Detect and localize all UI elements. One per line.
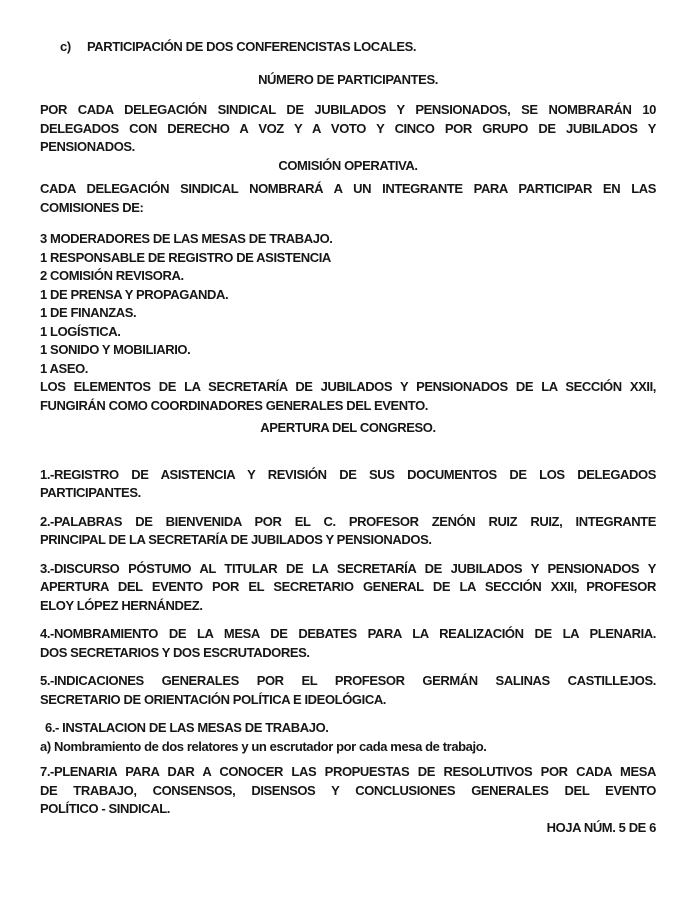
heading-comision-operativa: COMISIÓN OPERATIVA. bbox=[278, 157, 418, 173]
list-item-c-label: c) bbox=[60, 39, 71, 54]
agenda-item-1-line: PARTICIPANTES. bbox=[40, 485, 141, 500]
para-comisiones-line: COMISIONES DE: bbox=[40, 199, 144, 215]
agenda-item-2-line: PRINCIPAL DE LA SECRETARÍA DE JUBILADOS Y PENSIONADOS. bbox=[40, 532, 432, 547]
agenda-item-5-line: SECRETARIO DE ORIENTACIÓN POLÍTICA E IDEOLÓGICA. bbox=[40, 691, 387, 707]
para-delegacion-line: DELEGADOS CON DERECHO A VOZ Y A VOTO Y CINCO POR GRUPO DE JUBILADOS Y bbox=[40, 120, 656, 136]
para-elementos bbox=[40, 378, 656, 415]
agenda-item-3 bbox=[40, 560, 656, 616]
list-item-logistica: 1 LOGÍSTICA. bbox=[40, 323, 121, 339]
agenda-item-3-line: APERTURA DEL EVENTO POR EL SECRETARIO GENERAL DE LA SECCIÓN XXII, PROFESOR bbox=[40, 579, 656, 594]
agenda-item-4 bbox=[40, 625, 656, 662]
list-item-registro: 1 RESPONSABLE DE REGISTRO DE ASISTENCIA bbox=[40, 249, 331, 265]
agenda-item-4-line: 4.-NOMBRAMIENTO DE LA MESA DE DEBATES PARA LA REALIZACIÓN DE LA PLENARIA. bbox=[40, 626, 656, 641]
para-delegacion-line: POR CADA DELEGACIÓN SINDICAL DE JUBILADOS Y PENSIONADOS, SE NOMBRARÁN 10 bbox=[40, 102, 656, 117]
para-elementos-line: FUNGIRÁN COMO COORDINADORES GENERALES DEL EVENTO. bbox=[40, 397, 429, 413]
agenda-item-7-line: 7.-PLENARIA PARA DAR A CONOCER LAS PROPUESTAS DE RESOLUTIVOS POR CADA MESA bbox=[40, 764, 656, 779]
agenda-item-5-line: 5.-INDICACIONES GENERALES POR EL PROFESOR GERMÁN SALINAS CASTILLEJOS. bbox=[40, 673, 656, 688]
page-number: HOJA NÚM. 5 DE 6 bbox=[546, 819, 656, 835]
agenda-item-6a: a) Nombramiento de dos relatores y un escrutador por cada mesa de trabajo. bbox=[40, 738, 487, 754]
para-delegacion bbox=[40, 101, 656, 157]
list-item-aseo: 1 ASEO. bbox=[40, 360, 89, 376]
heading-apertura-congreso: APERTURA DEL CONGRESO. bbox=[260, 420, 436, 435]
para-elementos-line: LOS ELEMENTOS DE LA SECRETARÍA DE JUBILADOS Y PENSIONADOS DE LA SECCIÓN XXII, bbox=[40, 379, 656, 394]
list-item-c-text: PARTICIPACIÓN DE DOS CONFERENCISTAS LOCALES. bbox=[86, 39, 417, 54]
agenda-item-7-line: POLÍTICO - SINDICAL. bbox=[40, 801, 170, 816]
agenda-item-3-line: 3.-DISCURSO PÓSTUMO AL TITULAR DE LA SECRETARÍA DE JUBILADOS Y PENSIONADOS Y bbox=[40, 560, 656, 576]
agenda-item-1-line: 1.-REGISTRO DE ASISTENCIA Y REVISIÓN DE SUS DOCUMENTOS DE LOS DELEGADOS bbox=[40, 466, 656, 482]
list-item-sonido: 1 SONIDO Y MOBILIARIO. bbox=[40, 342, 191, 357]
heading-numero-participantes: NÚMERO DE PARTICIPANTES. bbox=[258, 71, 438, 87]
list-item-revisora: 2 COMISIÓN REVISORA. bbox=[40, 268, 184, 283]
agenda-item-6: 6.- INSTALACION DE LAS MESAS DE TRABAJO. bbox=[45, 720, 329, 735]
agenda-item-7 bbox=[40, 763, 656, 819]
para-delegacion-line: PENSIONADOS. bbox=[40, 139, 135, 154]
agenda-item-4-line: DOS SECRETARIOS Y DOS ESCRUTADORES. bbox=[40, 644, 310, 660]
agenda-item-2-line: 2.-PALABRAS DE BIENVENIDA POR EL C. PROFESOR ZENÓN RUIZ RUIZ, INTEGRANTE bbox=[40, 513, 656, 529]
list-item-moderadores: 3 MODERADORES DE LAS MESAS DE TRABAJO. bbox=[40, 231, 333, 246]
para-comisiones bbox=[40, 180, 656, 217]
list-item-c bbox=[40, 38, 656, 57]
agenda-item-1 bbox=[40, 466, 656, 503]
list-item-finanzas: 1 DE FINANZAS. bbox=[40, 305, 137, 320]
list-item-prensa: 1 DE PRENSA Y PROPAGANDA. bbox=[40, 286, 229, 302]
agenda-item-5 bbox=[40, 672, 656, 709]
agenda-item-2 bbox=[40, 513, 656, 550]
para-comisiones-line: CADA DELEGACIÓN SINDICAL NOMBRARÁ A UN INTEGRANTE PARA PARTICIPAR EN LAS bbox=[40, 181, 656, 196]
agenda-item-7-line: DE TRABAJO, CONSENSOS, DISENSOS Y CONCLUSIONES GENERALES DEL EVENTO bbox=[40, 782, 656, 798]
agenda-item-3-line: ELOY LÓPEZ HERNÁNDEZ. bbox=[40, 597, 203, 613]
lista-comisiones bbox=[40, 230, 656, 378]
